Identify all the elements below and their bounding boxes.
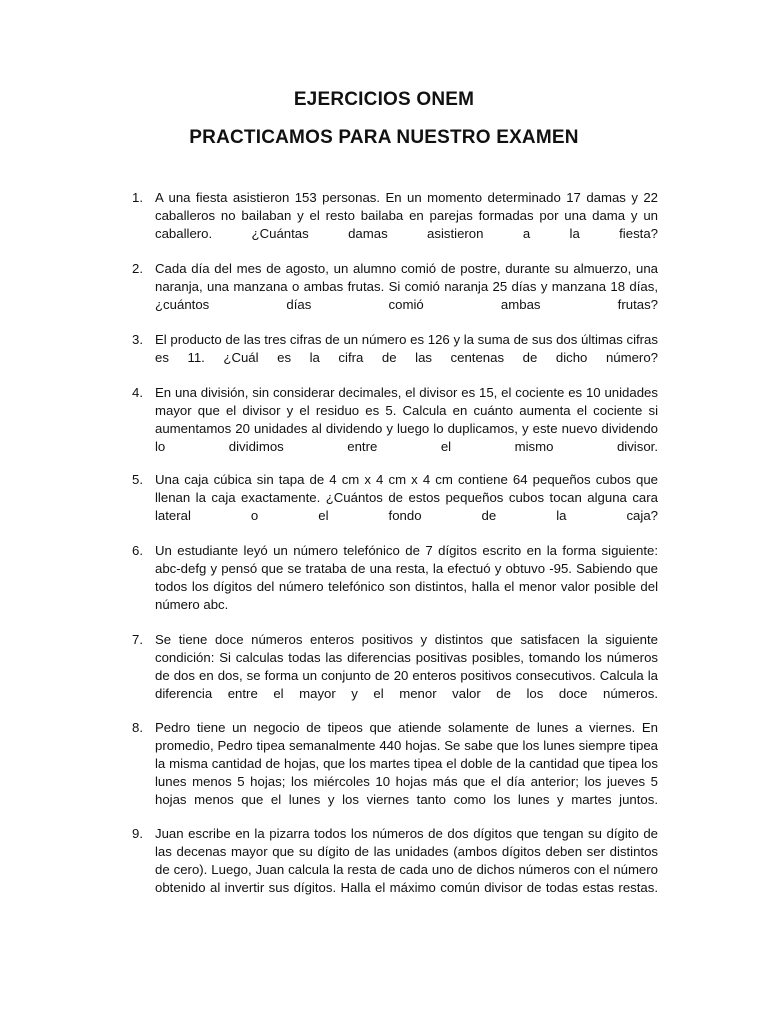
exercise-number: 7. (132, 632, 143, 647)
exercise-number: 8. (132, 720, 143, 735)
document-title: EJERCICIOS ONEM (293, 89, 475, 110)
exercise-text: En una división, sin considerar decimales, el divisor es 15, el cociente es 10 unidades mayor que el divisor y el residuo es 5. Calcula en cuánto aumenta el cociente si aumentamos 20 unidades al dividendo y luego lo duplicamos, y este nuevo dividendo lo dividimos entre el mismo divisor. (155, 385, 658, 454)
exercise-number: 9. (132, 826, 143, 841)
exercise-number: 3. (132, 332, 143, 347)
exercise-number: 2. (132, 261, 143, 276)
exercise-text: Se tiene doce números enteros positivos y distintos que satisfacen la siguiente condición: Si calculas todas las diferencias positivas posibles, tomando los números de dos en dos, se forma un conjunto de 20 enteros positivos consecutivos. Calcula la diferencia entre el mayor y el menor valor de los doce números. (155, 632, 658, 701)
exercise-number: 4. (132, 385, 143, 400)
exercise-text: Un estudiante leyó un número telefónico de 7 dígitos escrito en la forma siguiente: abc-defg y pensó que se trataba de una resta, la efectuó y obtuvo -95. Sabiendo que todos los dígitos del número telefónico son distintos, halla el menor valor posible del número abc. (155, 543, 658, 612)
exercise-number: 1. (132, 190, 143, 205)
exercise-number: 6. (132, 543, 143, 558)
exercise-text: Cada día del mes de agosto, un alumno comió de postre, durante su almuerzo, una naranja, una manzana o ambas frutas. Si comió naranja 25 días y manzana 18 días, ¿cuántos días comió ambas frutas? (155, 261, 658, 312)
exercise-text: Una caja cúbica sin tapa de 4 cm x 4 cm x 4 cm contiene 64 pequeños cubos que llenan la caja exactamente. ¿Cuántos de estos pequeños cubos tocan alguna cara lateral o el fondo de la caja? (155, 472, 658, 523)
exercise-number: 5. (132, 472, 143, 487)
document-subtitle: PRACTICAMOS PARA NUESTRO EXAMEN (189, 127, 579, 148)
exercise-text: A una fiesta asistieron 153 personas. En un momento determinado 17 damas y 22 caballeros no bailaban y el resto bailaba en parejas formadas por una dama y un caballero. ¿Cuántas damas asistieron a la fiesta? (155, 190, 658, 241)
exercise-text: Pedro tiene un negocio de tipeos que atiende solamente de lunes a viernes. En promedio, Pedro tipea semanalmente 440 hojas. Se sabe que los lunes siempre tipea la misma cantidad de hojas, que los martes tipea el doble de la cantidad que tipea los lunes menos 5 hojas; los miércoles 10 hojas más que el día anterior; los jueves 5 hojas menos que el lunes y los viernes tanto como los lunes y martes juntos. (155, 720, 658, 807)
exercise-text: Juan escribe en la pizarra todos los números de dos dígitos que tengan su dígito de las decenas mayor que su dígito de las unidades (ambos dígitos deben ser distintos de cero). Luego, Juan calcula la resta de cada uno de dichos números con el número obtenido al invertir sus dígitos. Halla el máximo común divisor de todas estas restas. (155, 826, 658, 895)
exercise-text: El producto de las tres cifras de un número es 126 y la suma de sus dos últimas cifras es 11. ¿Cuál es la cifra de las centenas de dicho número? (155, 332, 658, 365)
